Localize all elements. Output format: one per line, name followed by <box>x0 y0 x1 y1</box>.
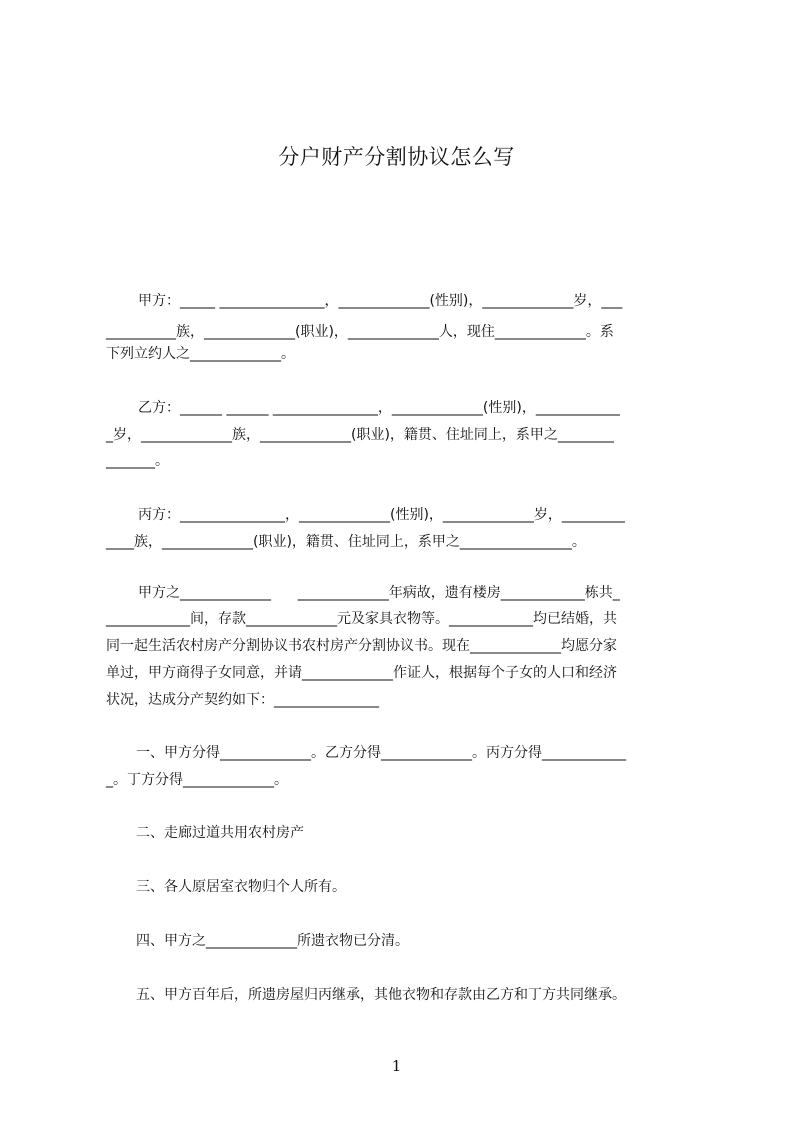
clause-4: 四、甲方之_____________所遗衣物已分清。 <box>136 933 409 949</box>
party-a-line-3: 下列立约人之_____________。 <box>106 346 295 362</box>
clause-1-line-2: _。丁方分得_____________。 <box>106 772 288 788</box>
party-a-line-2: __________族，_____________(职业)，_____________人，现住_____________。系 <box>106 324 614 340</box>
clause-5: 五、甲方百年后，所遗房屋归丙继承，其他衣物和存款由乙方和丁方共同继承。 <box>136 987 626 1003</box>
background-line-4: 单过，甲方商得子女同意，并请_____________作证人，根据每个子女的人口和经济 <box>106 665 617 681</box>
clause-1-line-1: 一、甲方分得_____________。乙方分得_____________。丙方分得____________ <box>136 745 626 761</box>
party-b-line-1: 乙方：______ ______ _______________，_____________(性别)，____________ <box>138 400 620 416</box>
party-b-line-3: _______。 <box>106 453 169 469</box>
party-b-line-2: _岁，_____________族，_____________(职业)，籍贯、住址同上，系甲之________ <box>106 427 614 443</box>
party-c-line-2: ____族，_____________(职业)，籍贯、住址同上，系甲之________________。 <box>106 534 586 550</box>
clause-3: 三、各人原居室衣物归个人所有。 <box>136 879 346 895</box>
clause-2: 二、走廊过道共用农村房产 <box>136 825 304 841</box>
background-line-2: ____________间，存款_____________元及家具衣物等。____________均已结婚，共 <box>106 611 617 627</box>
background-line-5: 状况，达成分产契约如下：_______________ <box>106 692 379 708</box>
party-a-line-1: 甲方：_____ _______________，_____________(性别)，_____________岁，___ <box>138 293 623 309</box>
page-number: 1 <box>391 1057 402 1075</box>
document-title: 分户财产分割协议怎么写 <box>278 145 515 169</box>
background-line-1: 甲方之_____________ _____________年病故，遗有楼房____________栋共_ <box>138 585 620 601</box>
background-line-3: 同一起生活农村房产分割协议书农村房产分割协议书。现在_____________均愿分家 <box>106 638 617 654</box>
party-c-line-1: 丙方：_______________，_____________(性别)，_____________岁，_________ <box>138 507 625 523</box>
